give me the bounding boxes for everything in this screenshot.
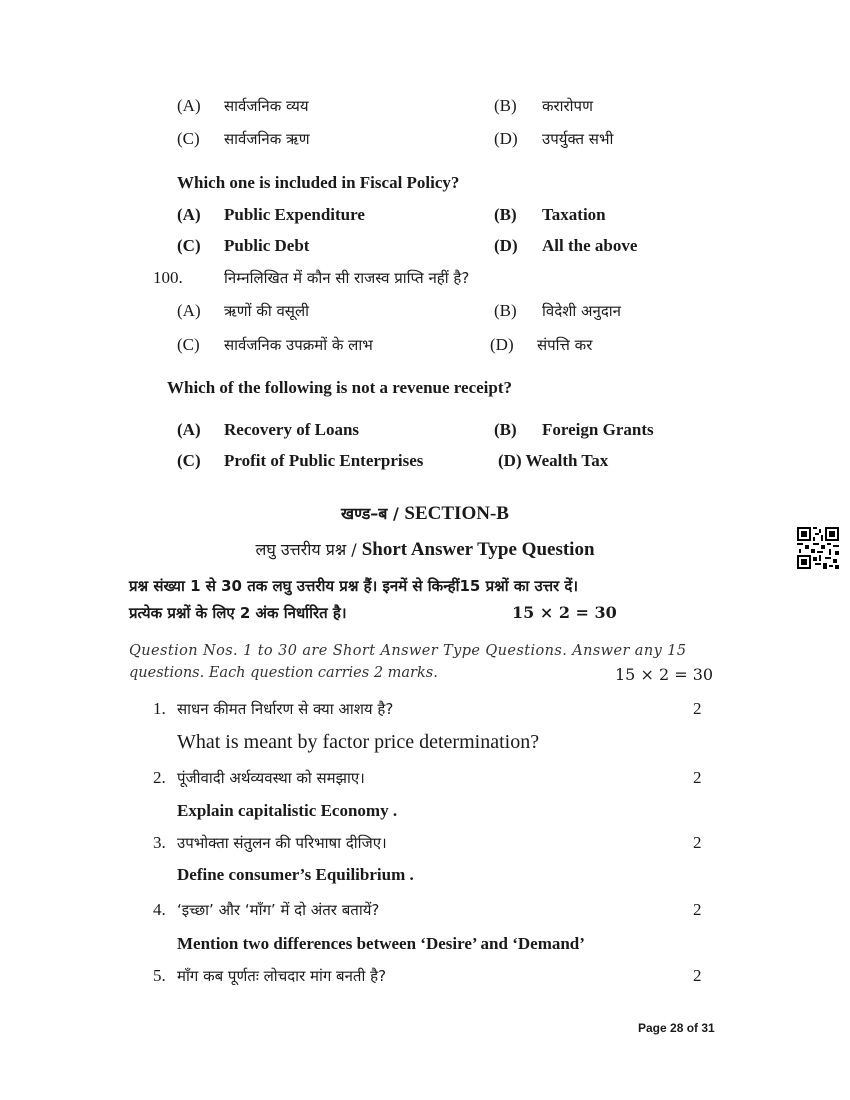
question-text-hindi: माँग कब पूर्णतः लोचदार मांग बनती है? (177, 967, 387, 985)
section-subtitle-hindi: लघु उत्तरीय प्रश्न / (255, 540, 362, 559)
option-text: संपत्ति कर (537, 336, 593, 354)
option-label: (A) (177, 96, 201, 115)
option-label: (A) (177, 205, 201, 224)
option-label: (B) (494, 301, 517, 320)
option-text: Recovery of Loans (224, 420, 360, 439)
section-title-english: SECTION-B (404, 503, 509, 524)
option-label: (A) (177, 420, 201, 439)
question-number: 1. (153, 699, 166, 718)
question-text-hindi: पूंजीवादी अर्थव्यवस्था को समझाए। (177, 769, 365, 787)
question-text-hindi: साधन कीमत निर्धारण से क्या आशय है? (177, 700, 394, 718)
option-text: Public Expenditure (224, 205, 365, 224)
question-marks: 2 (693, 900, 702, 919)
option-label: (C) (177, 451, 201, 470)
option-label: (B) (494, 420, 517, 439)
question-number: 100. (153, 268, 183, 287)
option-text: Profit of Public Enterprises (224, 451, 424, 470)
question-number: 4. (153, 900, 166, 919)
question-marks: 2 (693, 768, 702, 787)
qr-code-icon (797, 527, 839, 569)
section-subtitle-english: Short Answer Type Question (361, 539, 595, 560)
marks-formula-english: 15 × 2 = 30 (615, 665, 714, 684)
instruction-hindi-line1: प्रश्न संख्या 1 से 30 तक लघु उत्तरीय प्रश्न हैं। इनमें से किन्हीं15 प्रश्नों का उत्तर दें। (129, 577, 579, 595)
question-number: 2. (153, 768, 166, 787)
option-text: All the above (542, 236, 638, 255)
option-text: विदेशी अनुदान (542, 302, 622, 320)
question-text-english: Define consumer’s Equilibrium . (177, 865, 414, 884)
option-label: (C) (177, 335, 200, 354)
question-number: 3. (153, 833, 166, 852)
section-subtitle (0, 538, 850, 561)
instruction-hindi-line2: प्रत्येक प्रश्नों के लिए 2 अंक निर्धारित है। (129, 604, 347, 622)
option-label: (C) (177, 236, 201, 255)
question-text-english: What is meant by factor price determination? (177, 731, 540, 753)
instruction-english-line1: Question Nos. 1 to 30 are Short Answer Type Questions. Answer any 15 (129, 643, 687, 659)
question-marks: 2 (693, 966, 702, 985)
option-label: (B) (494, 96, 517, 115)
question-text-english: Which of the following is not a revenue receipt? (167, 378, 513, 397)
option-label: (B) (494, 205, 517, 224)
question-text-hindi: निम्नलिखित में कौन सी राजस्व प्राप्ति नहीं है? (224, 269, 470, 287)
option-label: (D) (494, 129, 518, 148)
option-text: उपर्युक्त सभी (542, 130, 614, 148)
section-title-hindi: खण्ड–ब / (341, 504, 405, 523)
option-text: सार्वजनिक उपक्रमों के लाभ (224, 336, 373, 354)
question-marks: 2 (693, 699, 702, 718)
option-label: (A) (177, 301, 201, 320)
option-text: सार्वजनिक ऋण (224, 130, 310, 148)
question-text-english: Mention two differences between ‘Desire’ and ‘Demand’ (177, 934, 585, 953)
option-text: Foreign Grants (542, 420, 654, 439)
section-title (0, 502, 850, 525)
option-text: सार्वजनिक व्यय (224, 97, 309, 115)
option-text: Public Debt (224, 236, 310, 255)
option-label: (C) (177, 129, 200, 148)
option-label: (D) (490, 335, 514, 354)
question-text-english: Which one is included in Fiscal Policy? (177, 173, 460, 192)
option-text: करारोपण (542, 97, 593, 115)
question-text-hindi: ‘इच्छा’ और ‘माँग’ में दो अंतर बतायें? (177, 901, 380, 919)
instruction-english-line2: questions. Each question carries 2 marks. (129, 665, 438, 681)
question-text-english: Explain capitalistic Economy . (177, 801, 398, 820)
page-number: Page 28 of 31 (638, 1021, 715, 1035)
marks-formula-hindi: 15 × 2 = 30 (512, 603, 617, 622)
option-text: ऋणों की वसूली (224, 302, 310, 320)
question-text-hindi: उपभोक्ता संतुलन की परिभाषा दीजिए। (177, 834, 387, 852)
option-text: Taxation (542, 205, 606, 224)
question-number: 5. (153, 966, 166, 985)
question-marks: 2 (693, 833, 702, 852)
option-text: (D) Wealth Tax (498, 451, 609, 470)
option-label: (D) (494, 236, 518, 255)
